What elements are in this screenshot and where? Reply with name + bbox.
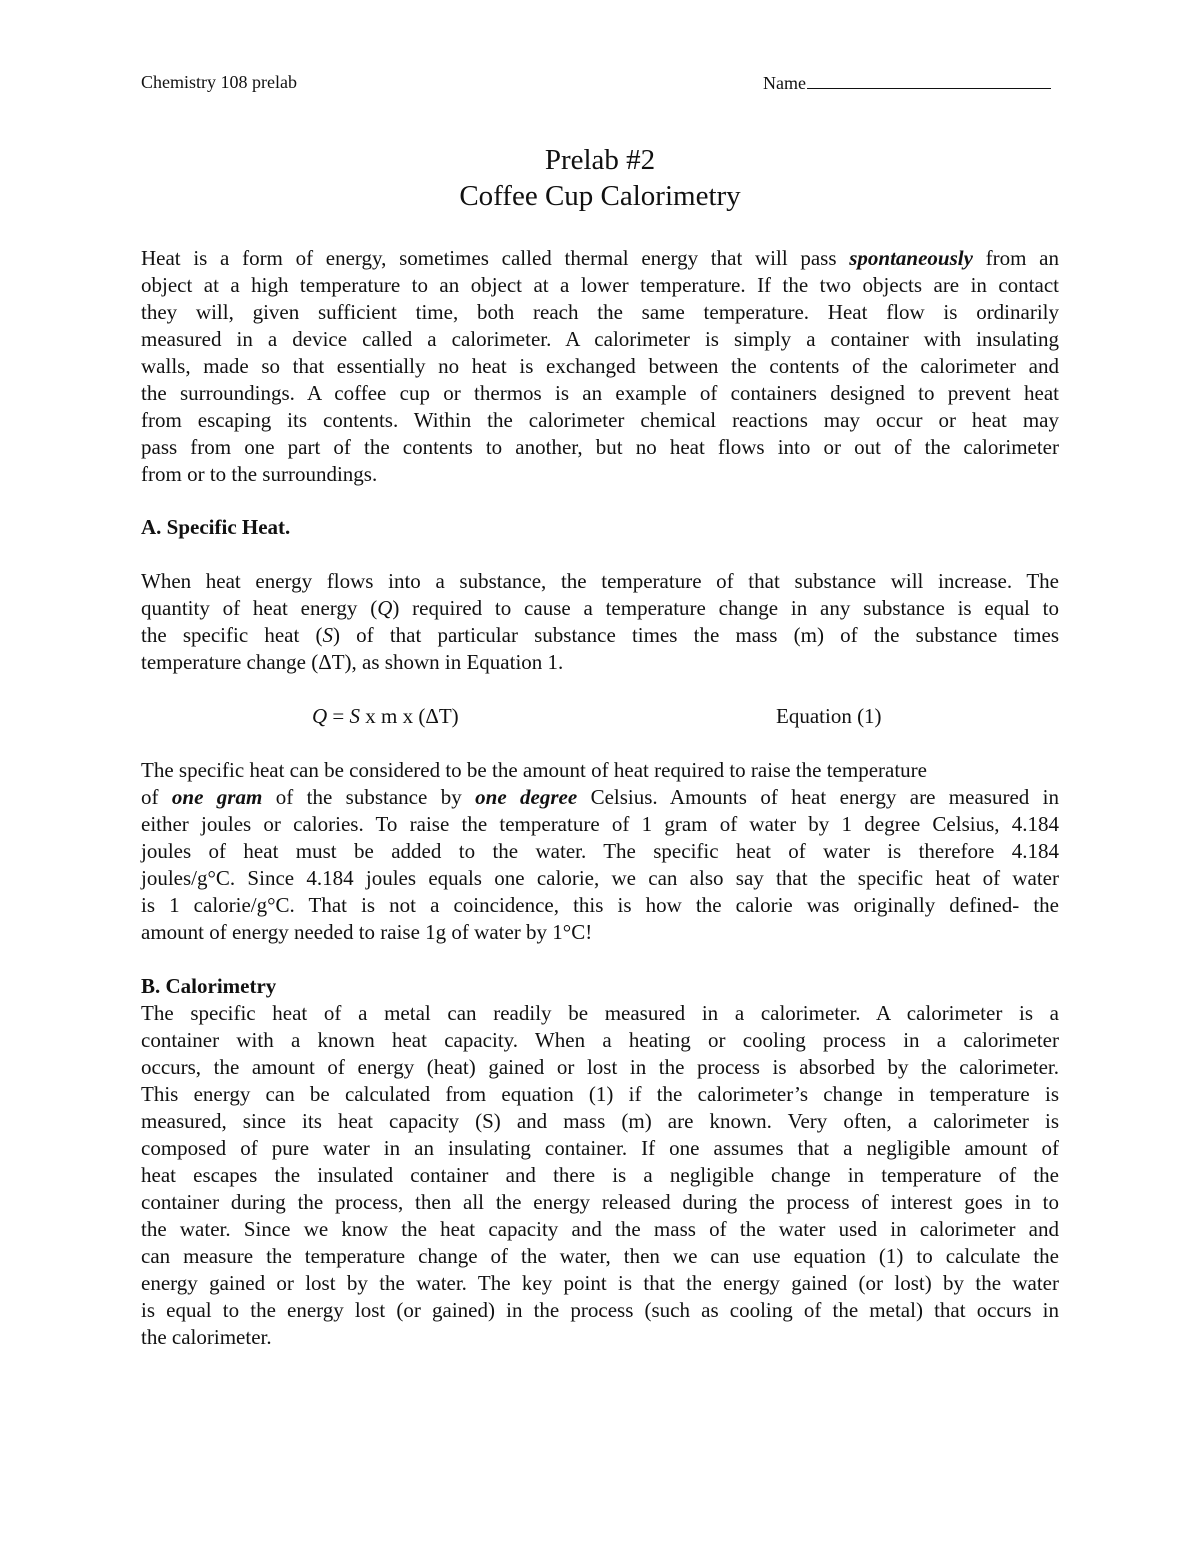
- page-header: [141, 72, 1061, 96]
- text-line: This energy can be calculated from equation (1) if the calorimeter’s change in temperature is: [141, 1082, 1059, 1106]
- course-label: Chemistry 108 prelab: [141, 72, 297, 92]
- text-line: quantity of heat energy (Q) required to cause a temperature change in any substance is equal to: [141, 596, 1059, 620]
- text-line: from escaping its contents. Within the calorimeter chemical reactions may occur or heat may: [141, 408, 1059, 432]
- text-line: is equal to the energy lost (or gained) in the process (such as cooling of the metal) that occurs in: [141, 1298, 1059, 1322]
- text-line: the water. Since we know the heat capacity and the mass of the water used in calorimeter and: [141, 1217, 1059, 1241]
- text-line: The specific heat of a metal can readily be measured in a calorimeter. A calorimeter is a: [141, 1001, 1059, 1025]
- text-line: object at a high temperature to an object at a lower temperature. If the two objects are in contact: [141, 273, 1059, 297]
- text-line: the calorimeter.: [141, 1325, 272, 1349]
- prelab-topic-title: Coffee Cup Calorimetry: [459, 180, 741, 212]
- text-line: walls, made so that essentially no heat is exchanged between the contents of the calorimeter and: [141, 354, 1059, 378]
- text-line: amount of energy needed to raise 1g of water by 1°C!: [141, 920, 593, 944]
- text-line: heat escapes the insulated container and there is a negligible change in temperature of the: [141, 1163, 1059, 1187]
- text-line: the specific heat (S) of that particular substance times the mass (m) of the substance times: [141, 623, 1059, 647]
- text-line: composed of pure water in an insulating container. If one assumes that a negligible amount of: [141, 1136, 1059, 1160]
- text-line: the surroundings. A coffee cup or thermos is an example of containers designed to prevent heat: [141, 381, 1059, 405]
- emphasis-one-degree: one degree: [475, 785, 578, 809]
- text-line: temperature change (ΔT), as shown in Equation 1.: [141, 650, 564, 674]
- text-line: from or to the surroundings.: [141, 462, 378, 486]
- text-line: measured, since its heat capacity (S) and mass (m) are known. Very often, a calorimeter is: [141, 1109, 1059, 1133]
- section-a-heading: A. Specific Heat.: [141, 515, 291, 539]
- equation-label: Equation (1): [776, 704, 882, 728]
- equation-formula: Q = S x m x (ΔT): [312, 704, 459, 728]
- text-line: When heat energy flows into a substance, the temperature of that substance will increase. The: [141, 569, 1059, 593]
- name-blank-line[interactable]: [807, 72, 1051, 89]
- prelab-number-title: Prelab #2: [544, 144, 656, 176]
- specific-heat-definition-paragraph: [141, 757, 1059, 946]
- text-line: measured in a device called a calorimeter. A calorimeter is simply a container with insulating: [141, 327, 1059, 351]
- emphasis-spontaneously: spontaneously: [849, 246, 973, 270]
- text-line: either joules or calories. To raise the temperature of 1 gram of water by 1 degree Celsius, 4.184: [141, 812, 1059, 836]
- text-line: of one gram of the substance by one degree Celsius. Amounts of heat energy are measured in: [141, 785, 1060, 809]
- text-line: Heat is a form of energy, sometimes called thermal energy that will pass spontaneously from an: [141, 246, 1059, 270]
- name-label: Name: [763, 73, 806, 93]
- text-line: can measure the temperature change of the water, then we can use equation (1) to calculate the: [141, 1244, 1059, 1268]
- text-line: occurs, the amount of energy (heat) gained or lost in the process is absorbed by the calorimeter.: [141, 1055, 1059, 1079]
- text-line: energy gained or lost by the water. The key point is that the energy gained (or lost) by the water: [141, 1271, 1059, 1295]
- text-line: container during the process, then all the energy released during the process of interest goes in to: [141, 1190, 1059, 1214]
- text-line: pass from one part of the contents to another, but no heat flows into or out of the calorimeter: [141, 435, 1059, 459]
- name-field[interactable]: [763, 72, 1051, 94]
- emphasis-one-gram: one gram: [171, 785, 263, 809]
- text-line: joules/g°C. Since 4.184 joules equals one calorie, we can also say that the specific heat of water: [141, 866, 1059, 890]
- text-line: joules of heat must be added to the water. The specific heat of water is therefore 4.184: [141, 839, 1059, 863]
- specific-heat-paragraph: [141, 568, 1059, 676]
- text-line: container with a known heat capacity. When a heating or cooling process in a calorimeter: [141, 1028, 1059, 1052]
- text-line: they will, given sufficient time, both reach the same temperature. Heat flow is ordinarily: [141, 300, 1059, 324]
- section-b-heading: B. Calorimetry: [141, 974, 277, 998]
- intro-paragraph: [141, 245, 1059, 488]
- text-line: The specific heat can be considered to be the amount of heat required to raise the temperature: [141, 758, 927, 782]
- text-line: is 1 calorie/g°C. That is not a coincidence, this is how the calorie was originally defined- the: [141, 893, 1059, 917]
- calorimetry-section: [141, 973, 1059, 1351]
